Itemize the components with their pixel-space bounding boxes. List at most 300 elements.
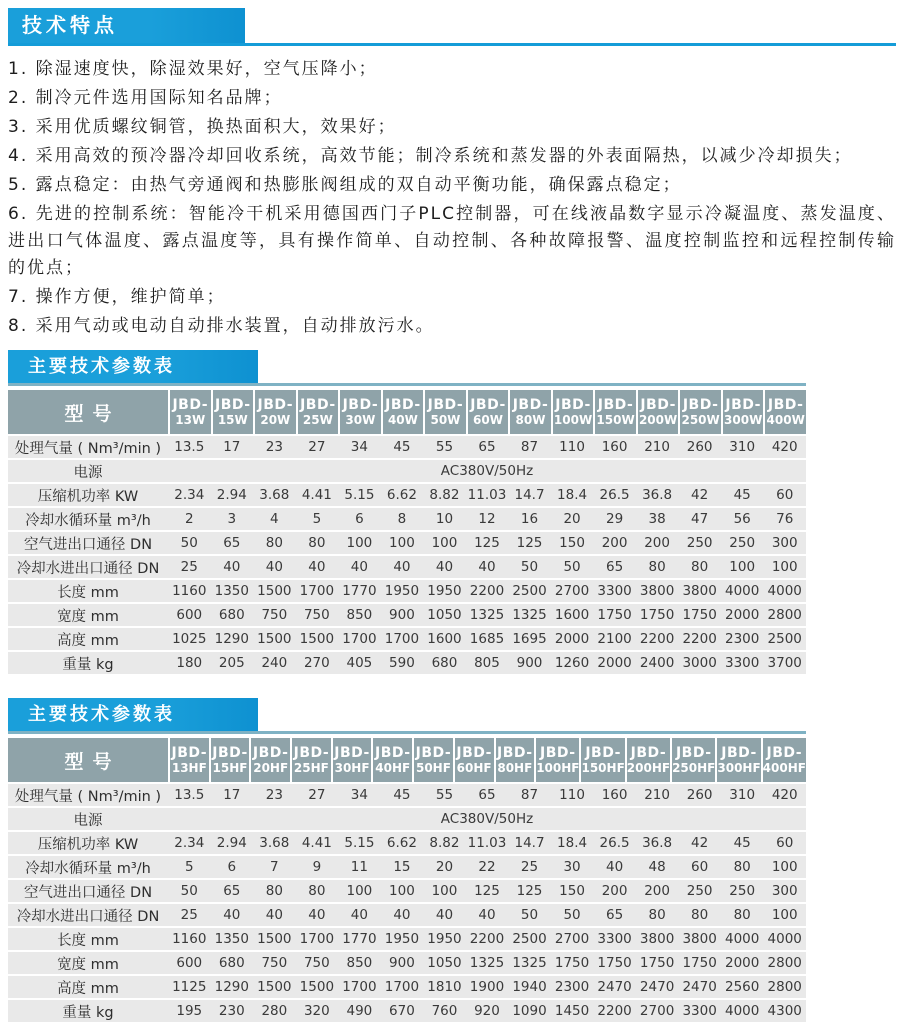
param-value: 1500 xyxy=(257,931,292,947)
param-value: 4.41 xyxy=(301,487,332,503)
param-value: 2000 xyxy=(724,955,760,971)
param-value: 50 xyxy=(180,535,198,551)
param-value: 1700 xyxy=(299,583,335,599)
param-value: 40 xyxy=(308,907,326,923)
model-header-cell xyxy=(168,738,209,782)
model-size: 80HF xyxy=(497,761,533,775)
param-value: 2.94 xyxy=(216,835,247,851)
param-row xyxy=(8,904,806,926)
param-value: 2200 xyxy=(639,631,675,647)
param-value: 40 xyxy=(350,907,368,923)
model-prefix: JBD- xyxy=(630,745,667,761)
param-label: 长度 mm xyxy=(57,932,119,949)
model-prefix: JBD- xyxy=(342,397,379,413)
param-value: 100 xyxy=(389,883,415,899)
param-value: 2800 xyxy=(767,607,802,623)
param-label: 长度 mm xyxy=(57,584,119,601)
model-header-cell xyxy=(423,390,466,434)
model-header-cell xyxy=(636,390,679,434)
param-value: 420 xyxy=(771,787,798,803)
param-value: 40 xyxy=(393,907,411,923)
param-value: 1500 xyxy=(257,631,292,647)
feature-item: 4. 采用高效的预冷器冷却回收系统，高效节能；制冷系统和蒸发器的外表面隔热，以减少冷却损失； xyxy=(8,146,853,166)
param-value: 1500 xyxy=(299,979,335,995)
param-value: 750 xyxy=(303,955,330,971)
param-value: 3800 xyxy=(682,931,717,947)
table-header-row xyxy=(8,738,806,782)
model-prefix: JBD- xyxy=(456,745,492,761)
param-value: 48 xyxy=(648,859,666,875)
model-prefix: JBD- xyxy=(385,397,421,413)
feature-item: 1. 除湿速度快，除湿效果好，空气压降小； xyxy=(8,59,378,79)
param-value: 2200 xyxy=(682,631,717,647)
model-header-cell xyxy=(494,738,535,782)
model-header-cell xyxy=(290,738,331,782)
model-header-cell xyxy=(534,738,579,782)
model-header-cell xyxy=(338,390,381,434)
model-size: 300W xyxy=(724,413,763,427)
param-value: 22 xyxy=(478,859,496,875)
param-value: 50 xyxy=(520,907,539,923)
parameters-table-w xyxy=(8,390,806,674)
param-value: 2300 xyxy=(724,631,760,647)
param-value: 50 xyxy=(563,559,581,575)
param-row xyxy=(8,832,806,854)
param-value: 1750 xyxy=(597,955,632,971)
param-value: 750 xyxy=(261,955,288,971)
parameters-table-hf xyxy=(8,738,806,1022)
param-value: 2500 xyxy=(512,931,547,947)
model-size: 13W xyxy=(175,413,206,427)
param-value: 2200 xyxy=(469,931,505,947)
param-value: 2 xyxy=(184,511,194,527)
model-prefix: JBD- xyxy=(257,397,294,413)
param-value: 30 xyxy=(563,859,581,875)
param-value: 6.62 xyxy=(386,835,417,851)
param-value: 80 xyxy=(648,559,666,575)
param-value: 1950 xyxy=(384,931,420,947)
param-value: 1940 xyxy=(512,979,547,995)
param-value: 60 xyxy=(691,859,709,875)
param-value: 100 xyxy=(346,883,373,899)
param-value: 80 xyxy=(733,859,751,875)
parameters-title-1: 主要技术参数表 xyxy=(8,350,258,383)
param-value: 40 xyxy=(478,559,496,575)
param-label: 处理气量 ( Nm³/min ) xyxy=(14,788,162,805)
param-value: 8.82 xyxy=(429,835,460,851)
param-label: 冷却水循环量 m³/h xyxy=(25,860,151,877)
model-size: 60W xyxy=(473,413,503,427)
model-prefix: JBD- xyxy=(675,745,712,761)
model-header-cell xyxy=(625,738,670,782)
model-prefix: JBD- xyxy=(427,397,464,413)
feature-item: 6. 先进的控制系统：智能冷干机采用德国西门子PLC控制器，可在线液晶数字显示冷凝温度、蒸发温度、进出口气体温度、露点温度等，具有操作简单、自动控制、各种故障报警、温度控制监控和远程控制传输的优点； xyxy=(8,204,896,278)
param-value: 1500 xyxy=(299,631,335,647)
param-value: 45 xyxy=(733,835,751,851)
model-size: 20W xyxy=(260,413,291,427)
param-value: 13.5 xyxy=(174,787,205,803)
param-value: 900 xyxy=(389,607,415,623)
param-value: 1950 xyxy=(427,583,462,599)
table-header-row xyxy=(8,390,806,434)
param-value: 45 xyxy=(393,439,411,455)
model-size: 20HF xyxy=(253,761,289,775)
param-value: 3300 xyxy=(724,655,760,671)
param-value: 490 xyxy=(346,1003,373,1019)
param-value: 1025 xyxy=(172,631,207,647)
param-value: 25 xyxy=(520,859,539,875)
param-value: 6 xyxy=(227,859,237,875)
param-row xyxy=(8,952,806,974)
param-value: 100 xyxy=(729,559,756,575)
param-value: 1160 xyxy=(172,583,207,599)
param-value: 20 xyxy=(563,511,581,527)
param-value: 280 xyxy=(261,1003,288,1019)
model-header-cell xyxy=(593,390,636,434)
param-row xyxy=(8,484,806,506)
param-value: 805 xyxy=(474,655,500,671)
param-value: 25 xyxy=(180,559,198,575)
param-value: 4 xyxy=(270,511,279,527)
param-value: 1600 xyxy=(427,631,462,647)
param-value: 4000 xyxy=(724,1003,760,1019)
param-value: 45 xyxy=(393,787,411,803)
model-prefix: JBD- xyxy=(597,397,634,413)
param-value: 4300 xyxy=(767,1003,802,1019)
param-label: 重量 kg xyxy=(62,1004,114,1021)
model-prefix: JBD- xyxy=(721,745,757,761)
param-value: 1770 xyxy=(342,931,377,947)
model-size: 30W xyxy=(345,413,376,427)
param-value: 600 xyxy=(176,607,203,623)
model-header-cell xyxy=(551,390,594,434)
model-prefix: JBD- xyxy=(640,397,676,413)
param-value: 1810 xyxy=(427,979,462,995)
model-header-cell xyxy=(371,738,412,782)
feature-item: 2. 制冷元件选用国际知名品牌； xyxy=(8,88,283,108)
model-size: 100HF xyxy=(536,761,580,775)
param-value: 1700 xyxy=(342,979,377,995)
model-size: 400W xyxy=(766,413,805,427)
param-value: 2300 xyxy=(554,979,590,995)
param-row xyxy=(8,808,806,830)
param-value: 80 xyxy=(691,559,709,575)
param-value: 56 xyxy=(733,511,751,527)
param-value: 2700 xyxy=(639,1003,675,1019)
param-value: 10 xyxy=(435,511,454,527)
param-value: 850 xyxy=(346,955,373,971)
param-value: 3800 xyxy=(639,583,675,599)
param-value: 200 xyxy=(601,883,628,899)
param-value: 36.8 xyxy=(642,835,673,851)
param-value: 65 xyxy=(605,559,624,575)
model-size: 150W xyxy=(596,413,635,427)
param-value: 40 xyxy=(223,907,241,923)
param-value: 6.62 xyxy=(386,487,417,503)
param-row xyxy=(8,880,806,902)
param-value: 1950 xyxy=(427,931,462,947)
param-value: 2200 xyxy=(597,1003,632,1019)
model-header-cell xyxy=(249,738,290,782)
param-value: 1750 xyxy=(682,607,717,623)
param-value: 2.34 xyxy=(174,487,205,503)
param-value: 3700 xyxy=(767,655,802,671)
model-header-cell xyxy=(168,390,211,434)
model-size: 250W xyxy=(681,413,720,427)
model-prefix: JBD- xyxy=(585,745,621,761)
param-value: 300 xyxy=(771,535,798,551)
param-value: 160 xyxy=(601,787,628,803)
param-row xyxy=(8,976,806,998)
param-value: 80 xyxy=(648,907,666,923)
parameters-section-1-header xyxy=(8,350,806,386)
param-value: 195 xyxy=(176,1003,203,1019)
param-value: 1700 xyxy=(342,631,377,647)
param-value: 1325 xyxy=(469,955,505,971)
model-size: 50HF xyxy=(415,761,451,775)
param-row xyxy=(8,436,806,458)
param-value: 150 xyxy=(559,883,585,899)
param-value: 2470 xyxy=(639,979,675,995)
model-size: 100W xyxy=(553,413,593,427)
param-value: 2470 xyxy=(597,979,632,995)
param-value: 110 xyxy=(559,439,585,455)
param-value: 200 xyxy=(601,535,628,551)
model-prefix: JBD- xyxy=(470,397,506,413)
param-value: 1750 xyxy=(639,607,675,623)
param-value: 310 xyxy=(729,787,756,803)
param-value: 2700 xyxy=(554,931,590,947)
param-value: 87 xyxy=(520,439,539,455)
param-value: 240 xyxy=(261,655,288,671)
param-row xyxy=(8,628,806,650)
param-value: 50 xyxy=(563,907,581,923)
param-value: 40 xyxy=(265,559,283,575)
param-value: 180 xyxy=(176,655,203,671)
param-span-value: AC380V/50Hz xyxy=(440,811,534,827)
param-value: 750 xyxy=(261,607,288,623)
param-value: 1050 xyxy=(427,955,462,971)
param-value: 900 xyxy=(389,955,415,971)
param-value: 2560 xyxy=(724,979,760,995)
param-value: 1290 xyxy=(214,631,249,647)
param-value: 2500 xyxy=(767,631,802,647)
features-title: 技术特点 xyxy=(8,8,245,43)
param-value: 100 xyxy=(771,859,798,875)
param-value: 1700 xyxy=(384,979,420,995)
param-value: 45 xyxy=(733,487,751,503)
param-value: 1260 xyxy=(554,655,590,671)
param-value: 7 xyxy=(270,859,279,875)
param-value: 36.8 xyxy=(642,487,673,503)
param-value: 40 xyxy=(308,559,326,575)
param-value: 80 xyxy=(308,535,326,551)
model-size: 40W xyxy=(387,413,418,427)
model-header-cell xyxy=(508,390,551,434)
param-label: 空气进出口通径 DN xyxy=(23,536,153,553)
param-value: 1125 xyxy=(172,979,207,995)
param-value: 250 xyxy=(686,883,713,899)
param-value: 5 xyxy=(184,859,194,875)
param-value: 850 xyxy=(346,607,373,623)
model-size: 200W xyxy=(638,413,678,427)
param-value: 680 xyxy=(218,955,245,971)
param-value: 42 xyxy=(691,487,709,503)
model-prefix: JBD- xyxy=(374,745,411,761)
param-value: 23 xyxy=(265,787,283,803)
param-value: 1750 xyxy=(554,955,590,971)
model-size: 150HF xyxy=(581,761,625,775)
param-value: 4000 xyxy=(724,583,760,599)
param-value: 40 xyxy=(605,859,624,875)
model-prefix: JBD- xyxy=(415,745,452,761)
param-value: 3.68 xyxy=(259,487,290,503)
param-row xyxy=(8,652,806,674)
param-value: 65 xyxy=(605,907,624,923)
param-value: 27 xyxy=(308,787,326,803)
param-value: 4000 xyxy=(767,583,802,599)
param-value: 230 xyxy=(218,1003,245,1019)
param-value: 87 xyxy=(520,787,539,803)
param-value: 2800 xyxy=(767,955,802,971)
model-header-cell xyxy=(763,390,806,434)
param-value: 5 xyxy=(312,511,322,527)
param-value: 3300 xyxy=(597,583,632,599)
parameters-section-2 xyxy=(8,698,806,1022)
model-prefix: JBD- xyxy=(212,745,248,761)
model-size: 200HF xyxy=(626,761,671,775)
param-value: 3.68 xyxy=(259,835,290,851)
param-value: 80 xyxy=(265,883,283,899)
model-column-label: 型号 xyxy=(64,402,121,425)
model-size: 80W xyxy=(515,413,546,427)
param-value: 47 xyxy=(691,511,709,527)
param-row xyxy=(8,604,806,626)
param-value: 3000 xyxy=(682,655,717,671)
model-prefix: JBD- xyxy=(767,397,804,413)
model-size: 30HF xyxy=(334,761,370,775)
model-size: 15W xyxy=(217,413,248,427)
param-value: 65 xyxy=(223,883,241,899)
param-value: 1950 xyxy=(384,583,420,599)
param-value: 600 xyxy=(176,955,203,971)
param-value: 60 xyxy=(776,487,794,503)
param-value: 1600 xyxy=(554,607,590,623)
param-value: 2000 xyxy=(554,631,590,647)
param-value: 8.82 xyxy=(429,487,460,503)
model-prefix: JBD- xyxy=(252,745,289,761)
param-value: 1750 xyxy=(597,607,632,623)
param-row xyxy=(8,460,806,482)
param-value: 40 xyxy=(350,559,368,575)
param-value: 60 xyxy=(776,835,794,851)
param-value: 1750 xyxy=(682,955,717,971)
param-span-value: AC380V/50Hz xyxy=(440,463,534,479)
param-row xyxy=(8,556,806,578)
param-value: 80 xyxy=(691,907,709,923)
param-value: 100 xyxy=(431,883,458,899)
feature-list xyxy=(8,56,896,340)
param-value: 1325 xyxy=(469,607,505,623)
param-value: 750 xyxy=(303,607,330,623)
param-value: 200 xyxy=(644,535,670,551)
param-value: 250 xyxy=(686,535,713,551)
param-value: 3 xyxy=(227,511,237,527)
param-value: 40 xyxy=(265,907,283,923)
param-value: 50 xyxy=(180,883,198,899)
param-value: 9 xyxy=(312,859,322,875)
feature-item: 8. 采用气动或电动自动排水装置，自动排放污水。 xyxy=(8,316,435,336)
param-value: 260 xyxy=(686,787,713,803)
param-value: 16 xyxy=(520,511,539,527)
param-value: 11.03 xyxy=(467,835,507,851)
model-header-cell xyxy=(381,390,424,434)
param-value: 125 xyxy=(516,883,543,899)
param-value: 110 xyxy=(559,787,585,803)
param-value: 40 xyxy=(435,907,454,923)
model-size: 300HF xyxy=(717,761,761,775)
param-value: 2200 xyxy=(469,583,505,599)
param-label: 高度 mm xyxy=(57,980,119,997)
param-value: 25 xyxy=(180,907,198,923)
model-prefix: JBD- xyxy=(512,397,549,413)
param-value: 14.7 xyxy=(514,487,545,503)
param-value: 18.4 xyxy=(557,487,588,503)
feature-item: 3. 采用优质螺纹铜管，换热面积大，效果好； xyxy=(8,117,397,137)
param-value: 2.94 xyxy=(216,487,247,503)
param-value: 38 xyxy=(648,511,666,527)
param-value: 3300 xyxy=(682,1003,717,1019)
model-prefix: JBD- xyxy=(171,745,208,761)
param-value: 150 xyxy=(559,535,585,551)
param-row xyxy=(8,928,806,950)
param-value: 1325 xyxy=(512,607,547,623)
param-value: 65 xyxy=(223,535,241,551)
param-label: 宽度 mm xyxy=(57,956,119,973)
param-value: 34 xyxy=(350,787,368,803)
model-prefix: JBD- xyxy=(766,745,803,761)
param-label: 空气进出口通径 DN xyxy=(23,884,153,901)
param-value: 26.5 xyxy=(599,487,630,503)
model-header-cell xyxy=(211,390,254,434)
parameters-section-1 xyxy=(8,350,806,674)
model-header-cell xyxy=(678,390,721,434)
model-column-label: 型号 xyxy=(64,750,121,773)
model-header-cell xyxy=(579,738,624,782)
param-value: 2000 xyxy=(724,607,760,623)
param-value: 250 xyxy=(729,535,756,551)
param-value: 11 xyxy=(350,859,368,875)
param-value: 65 xyxy=(478,787,496,803)
param-value: 270 xyxy=(303,655,330,671)
param-value: 100 xyxy=(346,535,373,551)
model-size: 25HF xyxy=(293,761,329,775)
param-value: 900 xyxy=(516,655,543,671)
param-value: 80 xyxy=(733,907,751,923)
model-header-cell xyxy=(209,738,250,782)
param-value: 1700 xyxy=(299,931,335,947)
param-value: 125 xyxy=(474,883,500,899)
param-value: 590 xyxy=(389,655,415,671)
model-size: 400HF xyxy=(762,761,806,775)
param-value: 2700 xyxy=(554,583,590,599)
model-header-cell xyxy=(331,738,372,782)
param-value: 1500 xyxy=(257,979,292,995)
param-label: 压缩机功率 KW xyxy=(37,836,139,853)
param-value: 42 xyxy=(691,835,709,851)
param-value: 680 xyxy=(431,655,458,671)
param-value: 65 xyxy=(478,439,496,455)
